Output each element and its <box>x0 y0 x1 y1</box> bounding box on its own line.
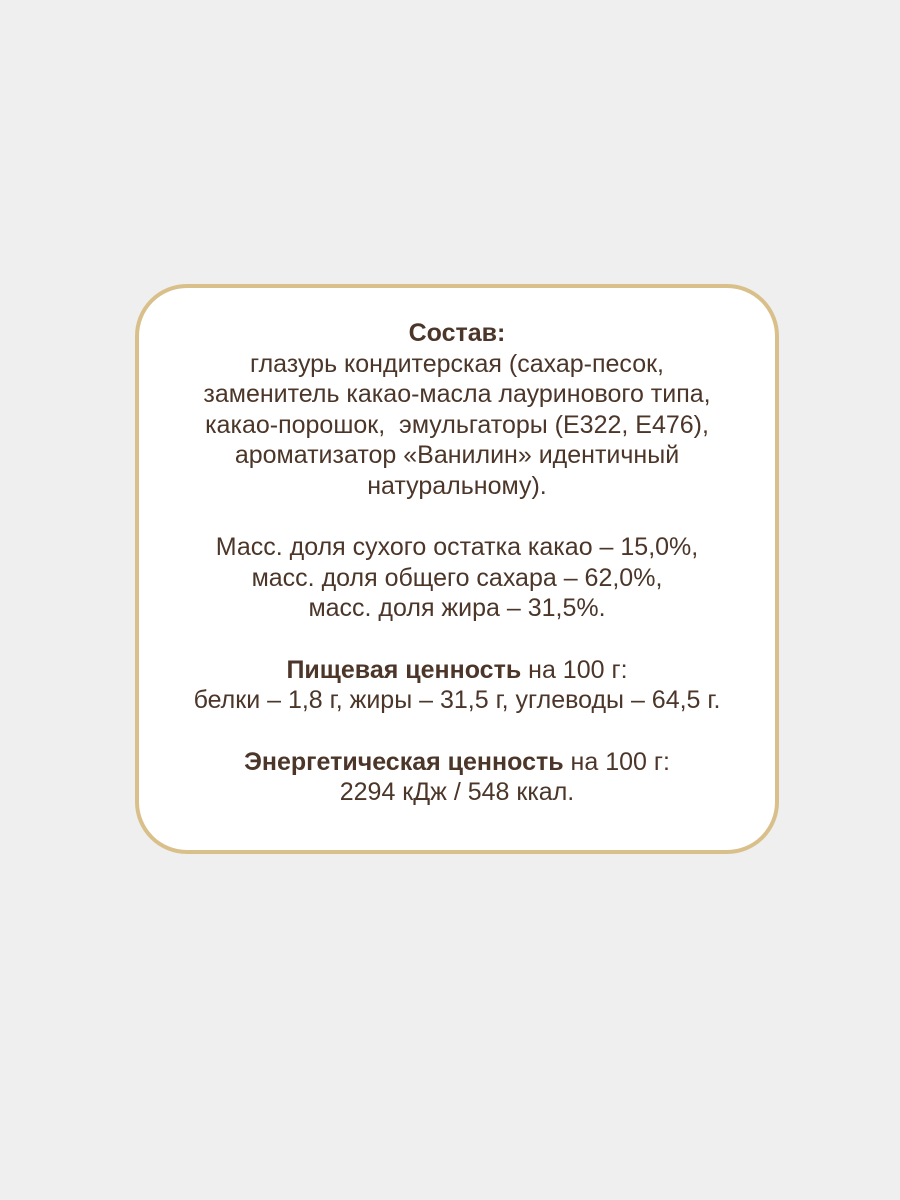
product-info-card <box>135 284 779 854</box>
nutrition-suffix: на 100 г: <box>521 655 628 684</box>
section-spacer <box>139 716 775 747</box>
section-spacer <box>139 501 775 532</box>
fraction-line: масс. доля общего сахара – 62,0%, <box>251 563 663 592</box>
nutrition-heading <box>139 655 775 686</box>
composition-heading: Состав: <box>408 319 506 347</box>
product-info-content <box>139 318 775 808</box>
energy-values: 2294 кДж / 548 ккал. <box>339 778 575 806</box>
composition-line: глазурь кондитерская (сахар-песок, <box>250 349 664 378</box>
nutrition-values: белки – 1,8 г, жиры – 31,5 г, углеводы – 64,5 г. <box>193 686 721 714</box>
section-spacer <box>139 624 775 655</box>
composition-line: ароматизатор «Ванилин» идентичный <box>234 441 680 469</box>
fraction-line: масс. доля жира – 31,5%. <box>308 594 606 622</box>
energy-label: Энергетическая ценность <box>244 747 564 776</box>
nutrition-label: Пищевая ценность <box>286 655 522 684</box>
composition-line: какао-порошок, эмульгаторы (Е322, Е476), <box>205 410 709 439</box>
energy-heading <box>139 747 775 778</box>
fraction-line: Масс. доля сухого остатка какао – 15,0%, <box>215 533 699 561</box>
composition-line: натуральному). <box>367 471 547 500</box>
energy-suffix: на 100 г: <box>563 747 670 776</box>
composition-line: заменитель какао-масла лауринового типа, <box>203 380 711 408</box>
